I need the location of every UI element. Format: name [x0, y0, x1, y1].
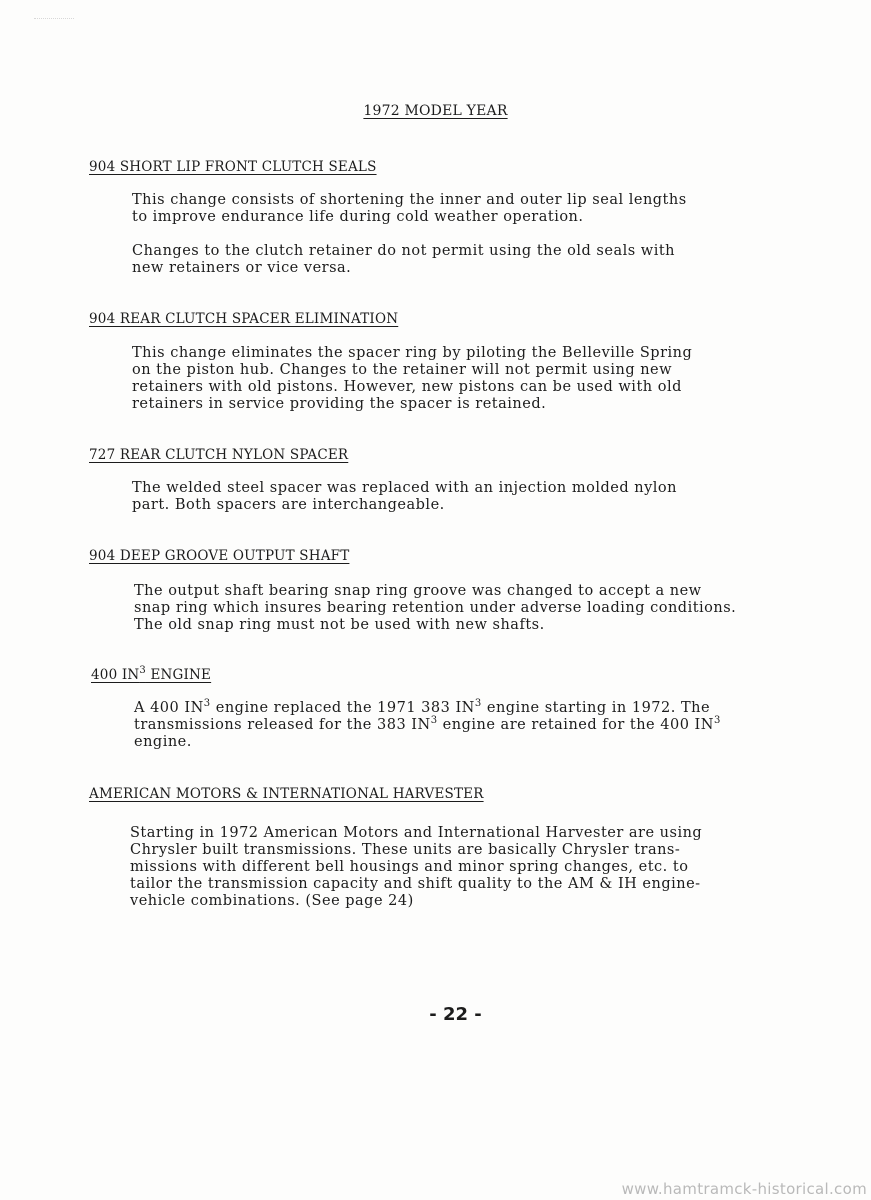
section-heading-output-shaft: 904 DEEP GROOVE OUTPUT SHAFT: [89, 548, 350, 564]
paragraph-text: engine.: [134, 734, 192, 750]
section-paragraph: [134, 700, 794, 751]
section-heading-rear-clutch-spacer: 904 REAR CLUTCH SPACER ELIMINATION: [89, 311, 399, 327]
superscript: 3: [430, 715, 438, 726]
page-number: - 22 -: [429, 1004, 482, 1025]
section-paragraph: Starting in 1972 American Motors and International Harvester are using Chrysler built transmissions. These units are basically Chrysler trans- missions with different bell housings and minor spring changes, etc. to tailor the transmission capacity and shift quality to the AM & IH engine- vehicle combinations. (See page 24): [130, 825, 703, 909]
section-paragraph: This change eliminates the spacer ring by piloting the Belleville Spring on the piston hub. Changes to the retainer will not permit using new retainers with old pistons. However, new pistons can be used with old retainers in service providing the spacer is retained.: [132, 345, 693, 412]
section-paragraph: Changes to the clutch retainer do not permit using the old seals with new retainers or vice versa.: [132, 243, 675, 276]
section-heading-400-engine: [91, 667, 211, 683]
section-heading-nylon-spacer: 727 REAR CLUTCH NYLON SPACER: [89, 447, 349, 463]
section-paragraph: The welded steel spacer was replaced with an injection molded nylon part. Both spacers are interchangeable.: [132, 480, 677, 513]
page-title-text: 1972 MODEL YEAR: [363, 103, 508, 119]
section-paragraph: This change consists of shortening the inner and outer lip seal lengths to improve endurance life during cold weather operation.: [132, 192, 687, 225]
superscript: 3: [139, 665, 146, 676]
superscript: 3: [713, 715, 721, 726]
superscript: 3: [474, 698, 482, 709]
heading-text: ENGINE: [145, 667, 212, 683]
superscript: 3: [203, 698, 211, 709]
heading-text: 400 IN: [91, 667, 140, 683]
watermark: www.hamtramck-historical.com: [621, 1180, 867, 1198]
paragraph-text: A 400 IN: [134, 700, 204, 716]
paragraph-text: engine are retained for the 400 IN: [437, 717, 714, 733]
paragraph-text: engine replaced the 1971 383 IN: [210, 700, 475, 716]
page-title: [0, 103, 871, 119]
scan-mark: [34, 18, 74, 20]
section-paragraph: The output shaft bearing snap ring groove was changed to accept a new snap ring which insures bearing retention under adverse loading conditions. The old snap ring must not be used with new shafts.: [134, 583, 737, 633]
section-heading-front-clutch-seals: 904 SHORT LIP FRONT CLUTCH SEALS: [89, 159, 377, 175]
section-heading-am-ih: AMERICAN MOTORS & INTERNATIONAL HARVESTER: [89, 786, 484, 802]
paragraph-text: engine starting in 1972. The transmissions released for the 383 IN: [134, 700, 711, 733]
